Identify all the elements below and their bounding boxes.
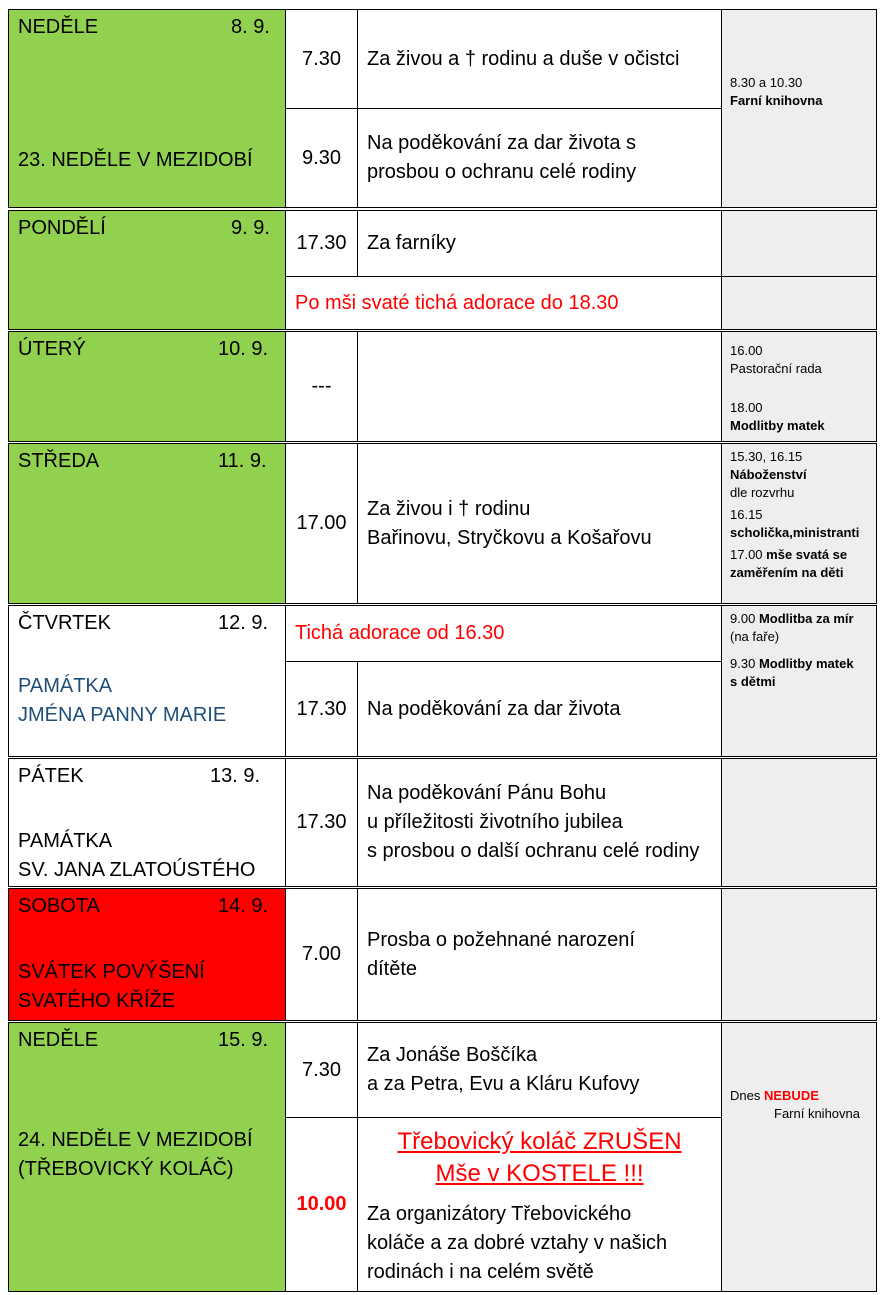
day-saturday: [8, 888, 286, 1021]
notes-cell: [721, 888, 877, 1021]
day-thursday: [8, 605, 286, 757]
mass-time: 17.00: [285, 443, 358, 604]
liturgical-note: SVÁTEK POVÝŠENÍ: [18, 961, 205, 983]
day-name: NEDĚLE: [18, 1029, 99, 1051]
day-tuesday: [8, 331, 286, 442]
adoration-note: Po mši svaté tichá adorace do 18.30: [285, 276, 722, 330]
day-date: 10. 9.: [218, 338, 269, 360]
day-date: 8. 9.: [231, 16, 270, 38]
note-event: Farní knihovna: [774, 1106, 860, 1121]
note-event: Pastorační rada: [730, 361, 822, 376]
day-sunday-15-9: [8, 1022, 286, 1292]
mass-time: 7.30: [285, 9, 358, 109]
note-time: 9.30: [730, 656, 756, 671]
mass-intention: Za organizátory Třebovického koláče a za dobré vztahy v našich rodinách i na celém světě: [367, 1203, 668, 1283]
liturgical-note: PAMÁTKA: [18, 830, 113, 852]
mass-intention: [357, 331, 722, 442]
notes-cell: [721, 605, 877, 757]
mass-intention: Za Jonáše Boščíka a za Petra, Evu a Kláru Kufovy: [357, 1022, 722, 1118]
mass-intention: Na poděkování za dar života: [357, 661, 722, 757]
adoration-note: Tichá adorace od 16.30: [285, 605, 722, 662]
notes-cell: [721, 443, 877, 604]
note-event: s dětmi: [730, 674, 776, 689]
mass-intention: Za živou i † rodinu Bařinovu, Stryčkovu a Košařovu: [357, 443, 722, 604]
day-name: PONDĚLÍ: [18, 217, 106, 239]
note-time: 8.30 a 10.30: [730, 75, 803, 90]
note-event: mše svatá se: [766, 547, 848, 562]
mass-time: 17.30: [285, 661, 358, 757]
day-date: 15. 9.: [218, 1029, 269, 1051]
note-event: Farní knihovna: [730, 93, 823, 108]
day-wednesday: [8, 443, 286, 604]
note-time: 9.00: [730, 611, 756, 626]
mass-time: 17.30: [285, 758, 358, 887]
notes-cell: [721, 276, 877, 330]
note-time: 16.00: [730, 343, 763, 358]
note-event: Modlitby matek: [730, 418, 825, 433]
note-prefix: Dnes: [730, 1088, 761, 1103]
day-sunday-8-9: [8, 9, 286, 208]
notes-cell: [721, 210, 877, 277]
note-detail: (na faře): [730, 629, 780, 644]
day-name: PÁTEK: [18, 765, 84, 787]
note-alert: NEBUDE: [763, 1088, 819, 1103]
day-name: SOBOTA: [18, 895, 100, 917]
day-date: 9. 9.: [231, 217, 270, 239]
day-monday: [8, 210, 286, 330]
day-date: 14. 9.: [218, 895, 269, 917]
note-detail: dle rozvrhu: [730, 485, 795, 500]
liturgical-note: PAMÁTKA: [18, 675, 113, 697]
note-time: 16.15: [730, 507, 763, 522]
note-time: 18.00: [730, 400, 763, 415]
day-date: 13. 9.: [210, 765, 261, 787]
note-event: Modlitby matek: [758, 656, 854, 671]
mass-time: 7.00: [285, 888, 358, 1021]
mass-intention: Na poděkování Pánu Bohu u příležitosti životního jubilea s prosbou o další ochranu celé rodiny: [357, 758, 722, 887]
mass-intention: Na poděkování za dar života s prosbou o ochranu celé rodiny: [357, 108, 722, 208]
mass-time: 10.00: [285, 1117, 358, 1292]
liturgical-note: SV. JANA ZLATOÚSTÉHO: [18, 859, 256, 881]
day-name: ÚTERÝ: [18, 338, 86, 360]
mass-intention: Za farníky: [357, 210, 722, 277]
liturgical-note: 24. NEDĚLE V MEZIDOBÍ: [18, 1129, 253, 1151]
notes-cell: [721, 9, 877, 208]
notes-cell: [721, 331, 877, 442]
mass-time: 17.30: [285, 210, 358, 277]
note-time: 17.00: [730, 547, 763, 562]
cancel-headline: Třebovický koláč ZRUŠEN: [397, 1128, 682, 1155]
day-name: NEDĚLE: [18, 16, 99, 38]
mass-time: ---: [285, 331, 358, 442]
day-date: 12. 9.: [218, 612, 269, 634]
note-event: Modlitba za mír: [758, 611, 854, 626]
notes-cell: [721, 758, 877, 887]
mass-intention: Za živou a † rodinu a duše v očistci: [357, 9, 722, 109]
liturgical-note: 23. NEDĚLE V MEZIDOBÍ: [18, 149, 253, 171]
day-friday: [8, 758, 286, 887]
day-name: ČTVRTEK: [18, 612, 111, 634]
mass-intention-cell: [357, 1117, 722, 1292]
day-date: 11. 9.: [218, 450, 267, 472]
mass-intention: Prosba o požehnané narození dítěte: [357, 888, 722, 1021]
note-event: Náboženství: [730, 467, 807, 482]
day-name: STŘEDA: [18, 450, 100, 472]
note-time: 15.30, 16.15: [730, 449, 803, 464]
liturgical-note: JMÉNA PANNY MARIE: [18, 704, 227, 726]
liturgical-note: (TŘEBOVICKÝ KOLÁČ): [18, 1158, 234, 1180]
mass-time: 9.30: [285, 108, 358, 208]
location-headline: Mše v KOSTELE !!!: [435, 1160, 644, 1187]
liturgical-note: SVATÉHO KŘÍŽE: [18, 990, 176, 1012]
mass-time: 7.30: [285, 1022, 358, 1118]
notes-cell: [721, 1022, 877, 1292]
note-event: zaměřením na děti: [730, 565, 844, 580]
note-event: scholička,ministranti: [730, 525, 860, 540]
